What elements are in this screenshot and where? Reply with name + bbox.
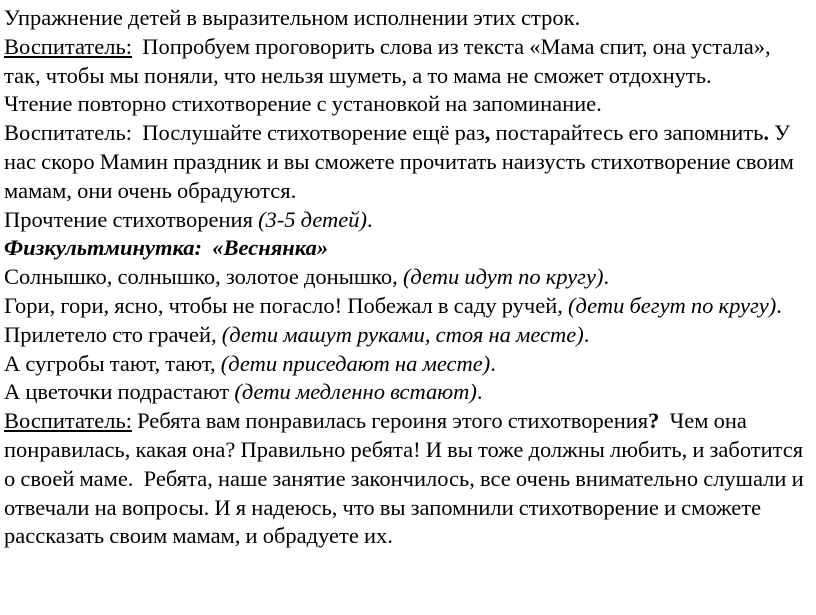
paragraph-text: постарайтесь его запомнить [490,120,764,146]
stage-note: (дети машут руками, стоя на месте) [221,321,584,347]
paragraph-reading: Чтение повторно стихотворение с установкой на запоминание. [4,91,602,117]
stage-note: (3-5 детей) [258,206,367,232]
bold-dot: . [763,120,770,146]
bold-question-mark: ? [648,408,660,434]
poem-text: А цветочки подрастают [4,379,235,405]
stage-note: (дети приседают на месте) [220,350,491,376]
paragraph-end: . [476,379,483,405]
paragraph-text: Чем она понравилась, какая она? Правильно ребята! И вы тоже должны любить, и заботится о своей маме. Ребята, наше занятие закончилось, все очень внимательно слушали и отвечали на вопросы. И я надеюсь, что вы запомнили стихотворение и сможете рассказать своим мамам, и обрадуете их. [4,408,809,549]
poem-line-3 [4,321,812,350]
paragraph-teacher-1 [4,33,812,91]
poem-text: Прилетело сто грачей, [4,321,222,347]
poem-text: Солнышко, солнышко, золотое донышко, [4,264,403,290]
poem-line-5 [4,378,812,407]
paragraph-end: . [603,264,610,290]
poem-line-2 [4,292,812,321]
paragraph-teacher-2 [4,119,812,205]
paragraph-text: Прочтение стихотворения [4,206,259,232]
stage-note: (дети идут по кругу) [402,264,604,290]
speaker-label: Воспитатель: [4,408,132,434]
paragraph-text: Попробуем проговорить слова из текста «Мама спит, она устала», так, чтобы мы поняли, что нельзя шуметь, а то мама не сможет отдохнуть. [4,33,776,88]
stage-note: (дети медленно встают) [234,379,477,405]
bold-comma: , [484,120,491,146]
poem-line-1 [4,263,812,292]
paragraph-end: . [367,206,373,232]
paragraph-end: . [583,321,590,347]
paragraph-recitation [4,206,812,235]
paragraph-end: . [490,350,496,376]
stage-note: (дети бегут по кругу) [568,292,777,318]
paragraph-text: Ребята вам понравилась героиня этого стихотворения [131,408,649,434]
poem-line-4 [4,350,812,379]
paragraph-exercise: Упражнение детей в выразительном исполнении этих строк. [4,5,581,30]
paragraph-teacher-3 [4,407,812,551]
speaker-label: Воспитатель: [4,33,132,59]
speaker-label: Воспитатель: [4,120,132,146]
section-title [4,234,812,263]
section-title-text: Физкультминутка: «Веснянка» [4,235,329,261]
paragraph-end: . [776,292,782,318]
paragraph-text: Послушайте стихотворение ещё раз [131,120,485,146]
poem-text: А сугробы тают, тают, [4,350,221,376]
poem-text: Гори, гори, ясно, чтобы не погасло! Побежал в саду ручей, [4,292,569,318]
paragraph-text: У нас скоро Мамин праздник и вы сможете прочитать наизусть стихотворение своим мамам, они очень обрадуются. [4,120,799,203]
